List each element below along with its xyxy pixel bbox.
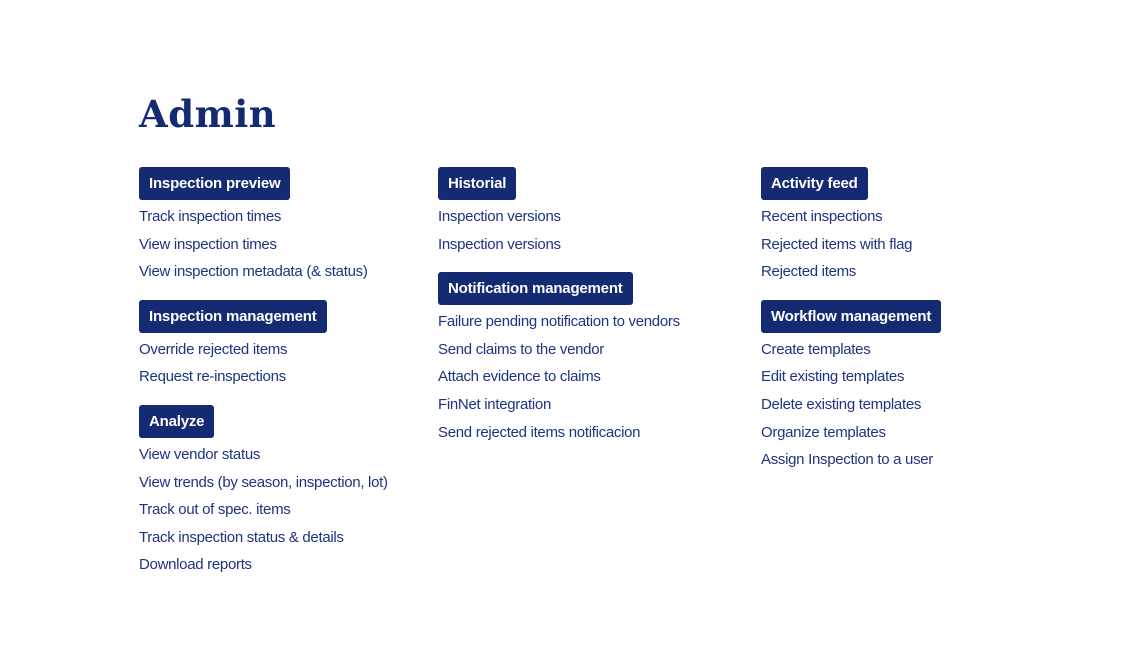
section-heading-historial: Historial (438, 167, 516, 200)
link-rejected-items[interactable]: Rejected items (761, 263, 857, 281)
item-list (139, 336, 388, 391)
link-edit-existing-templates[interactable]: Edit existing templates (761, 368, 905, 386)
link-finnet-integration[interactable]: FinNet integration (438, 395, 551, 413)
section-heading-analyze: Analyze (139, 405, 214, 438)
link-attach-evidence[interactable]: Attach evidence to claims (438, 368, 601, 386)
item-list (139, 441, 388, 579)
item-list (761, 203, 941, 286)
section-heading-workflow-management: Workflow management (761, 300, 941, 333)
link-track-inspection-times[interactable]: Track inspection times (139, 208, 282, 225)
column-2 (438, 167, 680, 460)
link-request-re-inspections[interactable]: Request re-inspections (139, 368, 286, 386)
link-view-trends[interactable]: View trends (by season, inspection, lot) (139, 473, 388, 491)
section-inspection-management (139, 300, 388, 391)
section-heading-activity-feed: Activity feed (761, 167, 868, 200)
link-delete-existing-templates[interactable]: Delete existing templates (761, 395, 922, 413)
link-send-claims-to-vendor[interactable]: Send claims to the vendor (438, 340, 604, 358)
section-workflow-management (761, 300, 941, 474)
page-title: Admin (139, 92, 277, 136)
section-historial (438, 167, 680, 258)
item-list (438, 203, 680, 258)
section-activity-feed (761, 167, 941, 286)
section-heading-notification-management: Notification management (438, 272, 633, 305)
link-view-inspection-times[interactable]: View inspection times (139, 235, 277, 253)
link-assign-inspection-to-user[interactable]: Assign Inspection to a user (761, 451, 934, 469)
link-create-templates[interactable]: Create templates (761, 340, 871, 358)
link-send-rejected-items-notification[interactable]: Send rejected items notificacion (438, 423, 641, 441)
link-download-reports[interactable]: Download reports (139, 556, 252, 574)
link-view-inspection-metadata[interactable]: View inspection metadata (& status) (139, 263, 368, 281)
item-list (139, 203, 388, 286)
column-3 (761, 167, 941, 488)
link-inspection-versions-2[interactable]: Inspection versions (438, 235, 561, 253)
link-rejected-items-with-flag[interactable]: Rejected items with flag (761, 235, 913, 253)
link-inspection-versions[interactable]: Inspection versions (438, 208, 561, 225)
link-track-inspection-status[interactable]: Track inspection status & details (139, 528, 344, 546)
item-list (761, 336, 941, 474)
link-failure-pending-notification[interactable]: Failure pending notification to vendors (438, 313, 680, 331)
link-organize-templates[interactable]: Organize templates (761, 423, 886, 441)
link-override-rejected-items[interactable]: Override rejected items (139, 340, 288, 358)
link-view-vendor-status[interactable]: View vendor status (139, 445, 261, 463)
section-notification-management (438, 272, 680, 446)
section-heading-inspection-preview: Inspection preview (139, 167, 290, 200)
section-heading-inspection-management: Inspection management (139, 300, 327, 333)
link-recent-inspections[interactable]: Recent inspections (761, 208, 883, 225)
item-list (438, 308, 680, 446)
column-1 (139, 167, 388, 593)
section-inspection-preview (139, 167, 388, 286)
section-analyze (139, 405, 388, 579)
link-track-out-of-spec-items[interactable]: Track out of spec. items (139, 501, 291, 519)
